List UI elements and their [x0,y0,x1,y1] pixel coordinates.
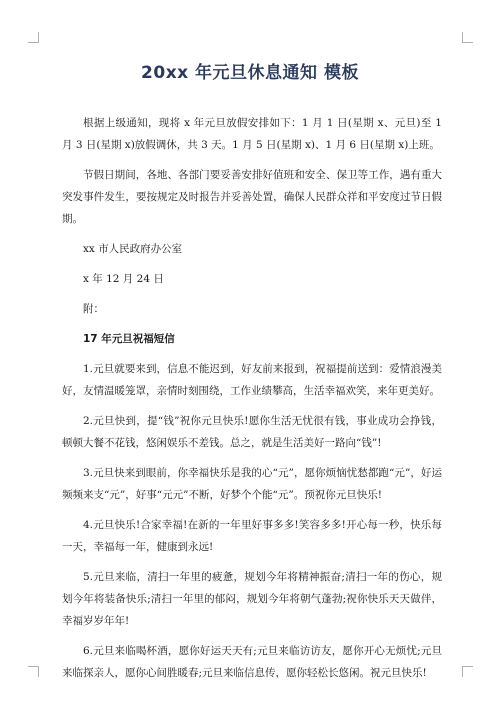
issuer-line: xx 市人民政府办公室 [83,243,183,255]
greeting-paragraph: 1.元旦就要来到，信息不能迟到，好友前来报到，祝福提前送到：爱情浪漫美好，友情温暖笼罩，亲情时刻围绕，工作业绩攀高，生活幸福欢笑，来年更美好。 [62,363,442,397]
appendix-label: 附： [83,303,104,315]
greeting-paragraph: 2.元旦快到，提“钱”祝你元旦快乐!愿你生活无忧很有钱，事业成功会挣钱，顿顿大餐不花钱，悠闲娱乐不差钱。总之，就是生活美好一路向“钱”! [62,415,442,449]
page-corner-mark-bottom-right [462,666,473,677]
page-corner-mark-top-left [28,32,39,43]
greeting-paragraph: 6.元旦来临喝杯酒，愿你好运天天有;元旦来临访访友，愿你开心无烦忧;元旦来临探亲人，愿你心间胜暖春;元旦来临信息传，愿你轻松长悠闲。祝元旦快乐! [62,645,442,679]
page-corner-mark-top-right [462,32,473,43]
greeting-paragraph: 4.元旦快乐!合家幸福!在新的一年里好事多多!笑容多多!开心每一秒，快乐每一天，幸福每一年，健康到永远! [62,519,442,553]
notice-paragraph: 节假日期间，各地、各部门要妥善安排好值班和安全、保卫等工作，遇有重大突发事件发生，要按规定及时报告并妥善处置，确保人民群众祥和平安度过节日假期。 [62,169,442,225]
date-line: x 年 12 月 24 日 [83,273,164,285]
section-heading: 17 年元旦祝福短信 [83,333,175,345]
document-title: 20xx 年元旦休息通知 模板 [141,63,359,83]
page-corner-mark-bottom-left [28,666,39,677]
notice-paragraph: 根据上级通知，现将 x 年元旦放假安排如下：1 月 1 日(星期 x、元旦)至 1 月 3 日(星期 x)放假调休，共 3 天。1 月 5 日(星期 x)、1 月 6 日(星期 x)上班。 [62,117,442,151]
greeting-paragraph: 3.元旦快来到眼前，你幸福快乐是我的心“元”，愿你烦恼忧愁都跑“元”，好运频频来支“元”，好事“元元”不断，好梦个个能“元”。预祝你元旦快乐! [62,467,442,501]
document-body [62,112,442,692]
greeting-paragraph: 5.元旦来临，清扫一年里的疲惫，规划今年将精神振奋;清扫一年的伤心，规划今年将装备快乐;清扫一年里的郁闷，规划今年将朝气蓬勃;祝你快乐天天做伴，幸福岁岁年年! [62,571,442,627]
